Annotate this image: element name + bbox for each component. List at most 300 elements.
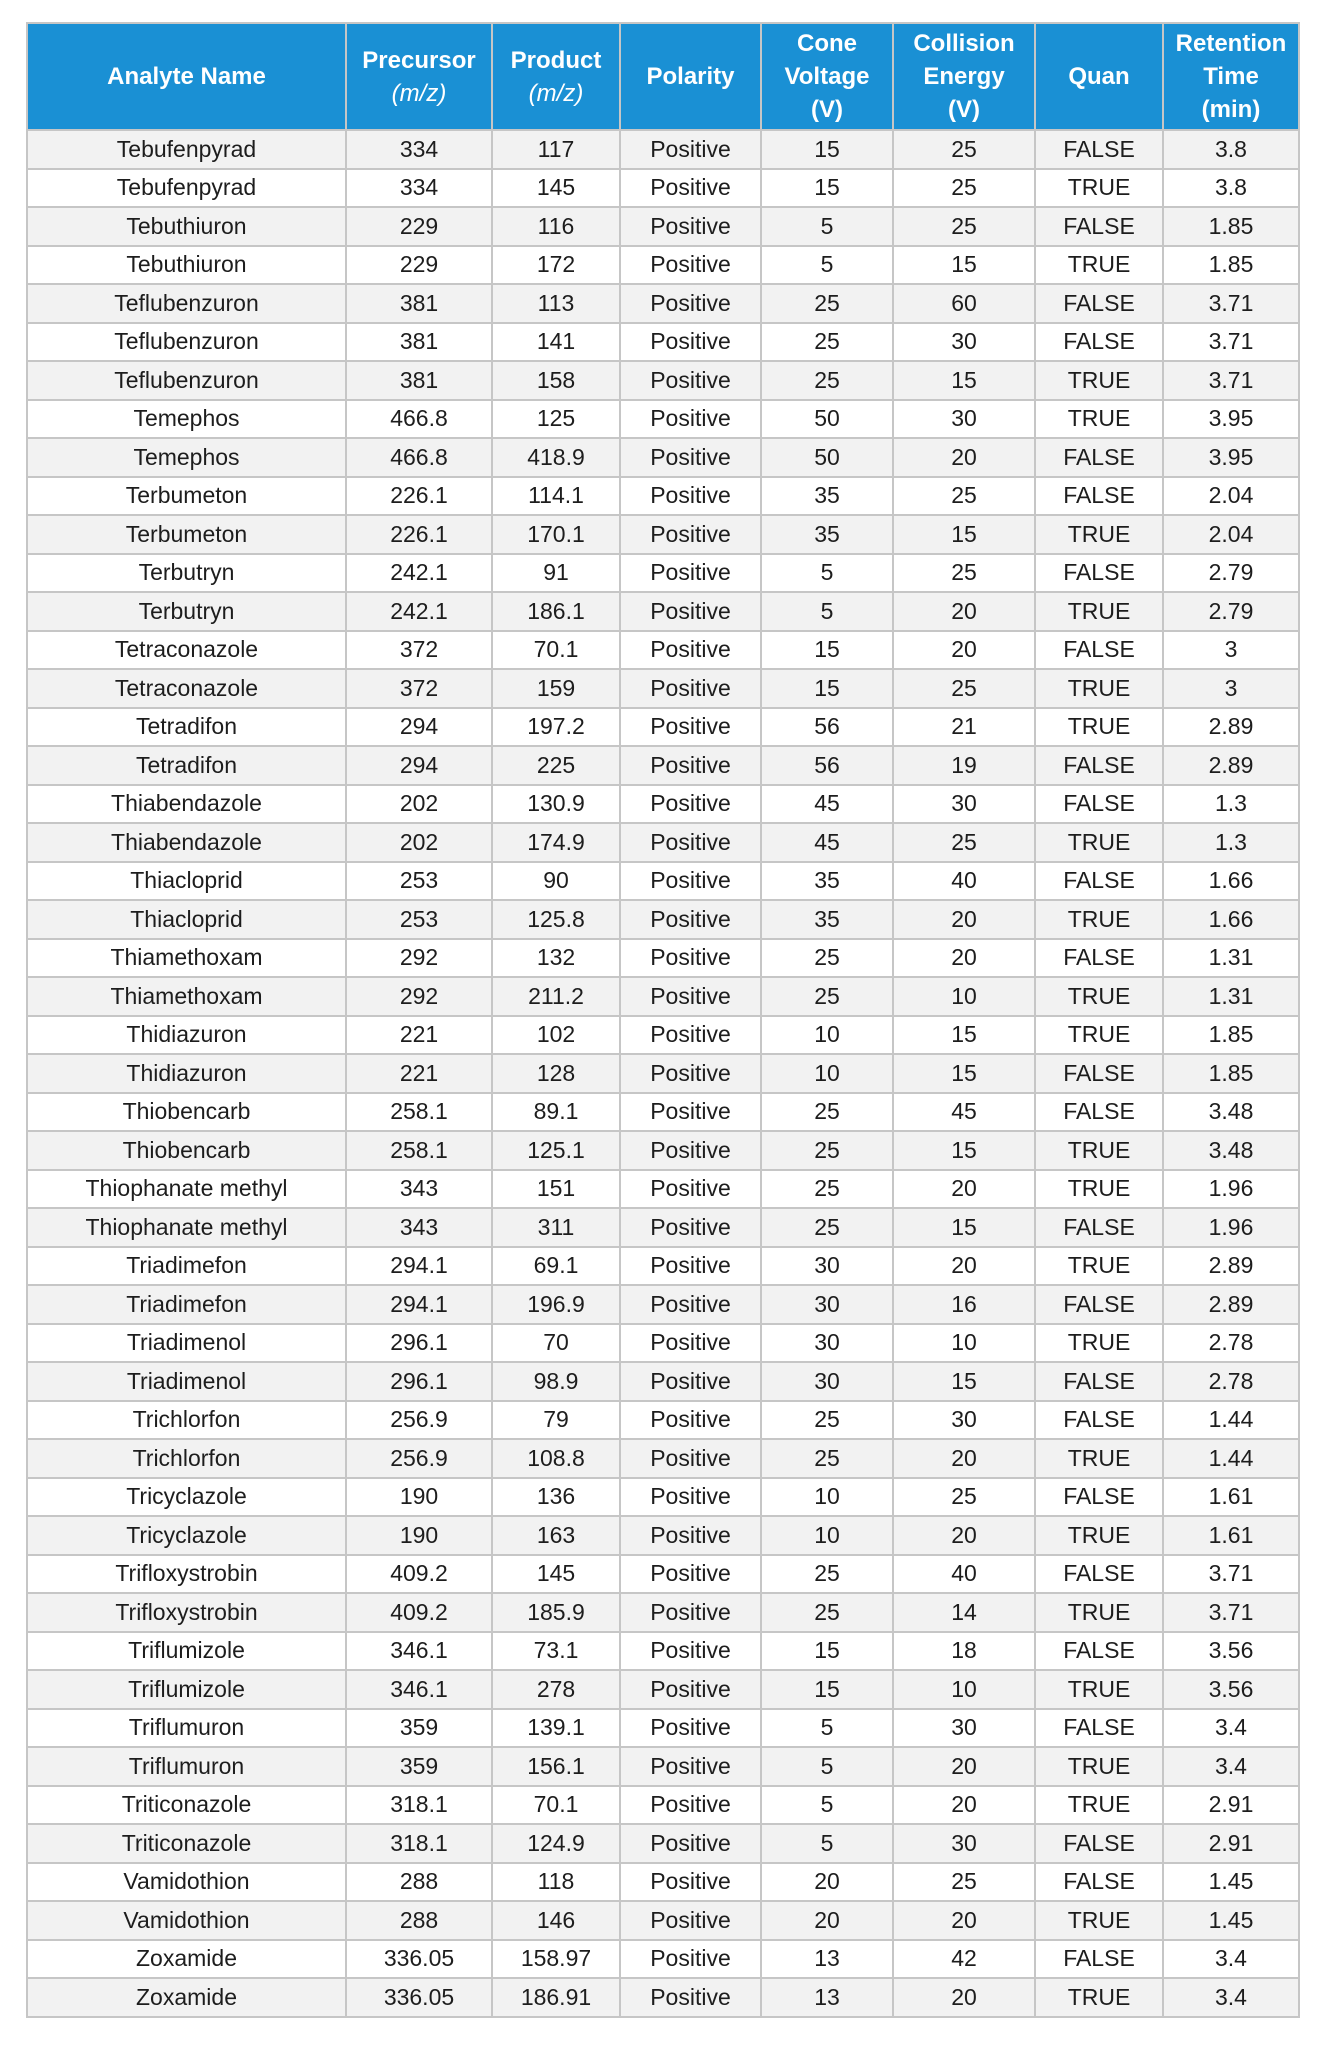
cone-voltage-cell: 25 <box>761 1555 893 1594</box>
product-cell: 158 <box>492 361 620 400</box>
table-row <box>27 785 1299 824</box>
cone-voltage-cell: 15 <box>761 1670 893 1709</box>
analyte-name-cell: Tebufenpyrad <box>27 130 346 169</box>
header-polarity: Polarity <box>620 23 761 130</box>
quan-cell: TRUE <box>1035 1170 1163 1209</box>
quan-cell: FALSE <box>1035 284 1163 323</box>
cone-voltage-cell: 50 <box>761 400 893 439</box>
analyte-name-cell: Triflumuron <box>27 1709 346 1748</box>
cone-voltage-cell: 25 <box>761 1439 893 1478</box>
table-row <box>27 1555 1299 1594</box>
cone-voltage-cell: 25 <box>761 361 893 400</box>
precursor-cell: 381 <box>346 361 492 400</box>
quan-cell: TRUE <box>1035 400 1163 439</box>
cone-voltage-cell: 45 <box>761 823 893 862</box>
analyte-name-cell: Thiobencarb <box>27 1131 346 1170</box>
product-cell: 91 <box>492 554 620 593</box>
retention-time-cell: 1.44 <box>1163 1401 1299 1440</box>
collision-energy-cell: 21 <box>893 708 1035 747</box>
polarity-cell: Positive <box>620 669 761 708</box>
retention-time-cell: 1.96 <box>1163 1208 1299 1247</box>
product-cell: 70 <box>492 1324 620 1363</box>
cone-voltage-cell: 15 <box>761 631 893 670</box>
product-cell: 196.9 <box>492 1285 620 1324</box>
polarity-cell: Positive <box>620 477 761 516</box>
cone-voltage-cell: 20 <box>761 1863 893 1902</box>
header-quan: Quan <box>1035 23 1163 130</box>
polarity-cell: Positive <box>620 1670 761 1709</box>
analyte-name-cell: Terbutryn <box>27 592 346 631</box>
collision-energy-cell: 15 <box>893 1131 1035 1170</box>
precursor-cell: 229 <box>346 207 492 246</box>
table-row <box>27 1516 1299 1555</box>
quan-cell: TRUE <box>1035 977 1163 1016</box>
product-cell: 69.1 <box>492 1247 620 1286</box>
collision-energy-cell: 25 <box>893 130 1035 169</box>
polarity-cell: Positive <box>620 823 761 862</box>
polarity-cell: Positive <box>620 592 761 631</box>
retention-time-cell: 1.66 <box>1163 900 1299 939</box>
product-cell: 124.9 <box>492 1824 620 1863</box>
collision-energy-cell: 15 <box>893 1208 1035 1247</box>
precursor-cell: 258.1 <box>346 1131 492 1170</box>
retention-time-cell: 3.71 <box>1163 323 1299 362</box>
product-cell: 132 <box>492 939 620 978</box>
quan-cell: TRUE <box>1035 1593 1163 1632</box>
retention-time-cell: 2.78 <box>1163 1324 1299 1363</box>
collision-energy-cell: 20 <box>893 1747 1035 1786</box>
product-cell: 141 <box>492 323 620 362</box>
polarity-cell: Positive <box>620 631 761 670</box>
cone-voltage-cell: 35 <box>761 515 893 554</box>
quan-cell: FALSE <box>1035 477 1163 516</box>
polarity-cell: Positive <box>620 1516 761 1555</box>
polarity-cell: Positive <box>620 1786 761 1825</box>
polarity-cell: Positive <box>620 1401 761 1440</box>
mrm-parameters-table <box>26 22 1300 2018</box>
analyte-name-cell: Tebufenpyrad <box>27 169 346 208</box>
polarity-cell: Positive <box>620 554 761 593</box>
product-cell: 70.1 <box>492 1786 620 1825</box>
precursor-cell: 294 <box>346 746 492 785</box>
product-cell: 159 <box>492 669 620 708</box>
polarity-cell: Positive <box>620 1978 761 2017</box>
table-row <box>27 554 1299 593</box>
table-row <box>27 939 1299 978</box>
retention-time-cell: 3 <box>1163 669 1299 708</box>
product-cell: 114.1 <box>492 477 620 516</box>
collision-energy-cell: 45 <box>893 1093 1035 1132</box>
product-cell: 102 <box>492 1016 620 1055</box>
polarity-cell: Positive <box>620 977 761 1016</box>
cone-voltage-cell: 35 <box>761 900 893 939</box>
collision-energy-cell: 20 <box>893 1978 1035 2017</box>
table-row <box>27 1054 1299 1093</box>
product-cell: 172 <box>492 246 620 285</box>
product-cell: 98.9 <box>492 1362 620 1401</box>
product-cell: 139.1 <box>492 1709 620 1748</box>
retention-time-cell: 3.95 <box>1163 438 1299 477</box>
polarity-cell: Positive <box>620 130 761 169</box>
product-cell: 163 <box>492 1516 620 1555</box>
analyte-name-cell: Tricyclazole <box>27 1516 346 1555</box>
cone-voltage-cell: 56 <box>761 746 893 785</box>
collision-energy-cell: 15 <box>893 361 1035 400</box>
quan-cell: TRUE <box>1035 1131 1163 1170</box>
polarity-cell: Positive <box>620 1362 761 1401</box>
quan-cell: TRUE <box>1035 1670 1163 1709</box>
collision-energy-cell: 30 <box>893 1824 1035 1863</box>
retention-time-cell: 3.95 <box>1163 400 1299 439</box>
retention-time-cell: 3.8 <box>1163 169 1299 208</box>
precursor-cell: 229 <box>346 246 492 285</box>
table-row <box>27 823 1299 862</box>
table-row <box>27 1362 1299 1401</box>
analyte-name-cell: Triflumizole <box>27 1670 346 1709</box>
analyte-name-cell: Thiamethoxam <box>27 977 346 1016</box>
table-header <box>27 23 1299 130</box>
polarity-cell: Positive <box>620 1208 761 1247</box>
cone-voltage-cell: 30 <box>761 1324 893 1363</box>
table-row <box>27 1632 1299 1671</box>
retention-time-cell: 2.91 <box>1163 1824 1299 1863</box>
table-row <box>27 1824 1299 1863</box>
quan-cell: TRUE <box>1035 361 1163 400</box>
analyte-name-cell: Thidiazuron <box>27 1054 346 1093</box>
cone-voltage-cell: 25 <box>761 1401 893 1440</box>
precursor-cell: 296.1 <box>346 1362 492 1401</box>
precursor-cell: 409.2 <box>346 1555 492 1594</box>
retention-time-cell: 2.89 <box>1163 1285 1299 1324</box>
precursor-cell: 253 <box>346 862 492 901</box>
polarity-cell: Positive <box>620 1016 761 1055</box>
quan-cell: TRUE <box>1035 1439 1163 1478</box>
cone-voltage-cell: 30 <box>761 1285 893 1324</box>
quan-cell: FALSE <box>1035 130 1163 169</box>
polarity-cell: Positive <box>620 1555 761 1594</box>
polarity-cell: Positive <box>620 785 761 824</box>
collision-energy-cell: 20 <box>893 1170 1035 1209</box>
analyte-name-cell: Trifloxystrobin <box>27 1593 346 1632</box>
header-product-unit: (m/z) <box>528 79 584 107</box>
header-analyte-name: Analyte Name <box>27 23 346 130</box>
table-row <box>27 207 1299 246</box>
retention-time-cell: 3.4 <box>1163 1978 1299 2017</box>
collision-energy-cell: 25 <box>893 554 1035 593</box>
collision-energy-cell: 20 <box>893 631 1035 670</box>
retention-time-cell: 1.31 <box>1163 977 1299 1016</box>
analyte-name-cell: Terbumeton <box>27 515 346 554</box>
retention-time-cell: 2.79 <box>1163 554 1299 593</box>
quan-cell: TRUE <box>1035 592 1163 631</box>
table-row <box>27 862 1299 901</box>
analyte-name-cell: Thiobencarb <box>27 1093 346 1132</box>
retention-time-cell: 1.31 <box>1163 939 1299 978</box>
precursor-cell: 294.1 <box>346 1247 492 1286</box>
polarity-cell: Positive <box>620 1632 761 1671</box>
analyte-name-cell: Thiacloprid <box>27 862 346 901</box>
mrm-parameters-table-container <box>26 22 1298 2018</box>
cone-voltage-cell: 10 <box>761 1478 893 1517</box>
quan-cell: FALSE <box>1035 1093 1163 1132</box>
analyte-name-cell: Terbumeton <box>27 477 346 516</box>
analyte-name-cell: Vamidothion <box>27 1863 346 1902</box>
retention-time-cell: 1.3 <box>1163 823 1299 862</box>
product-cell: 145 <box>492 1555 620 1594</box>
header-collision-energy: Collision Energy (V) <box>893 23 1035 130</box>
analyte-name-cell: Tebuthiuron <box>27 207 346 246</box>
quan-cell: TRUE <box>1035 900 1163 939</box>
table-row <box>27 1670 1299 1709</box>
table-row <box>27 592 1299 631</box>
analyte-name-cell: Tetraconazole <box>27 631 346 670</box>
precursor-cell: 372 <box>346 669 492 708</box>
product-cell: 418.9 <box>492 438 620 477</box>
product-cell: 113 <box>492 284 620 323</box>
product-cell: 186.91 <box>492 1978 620 2017</box>
precursor-cell: 190 <box>346 1478 492 1517</box>
cone-voltage-cell: 30 <box>761 1362 893 1401</box>
product-cell: 116 <box>492 207 620 246</box>
table-row <box>27 977 1299 1016</box>
quan-cell: FALSE <box>1035 862 1163 901</box>
product-cell: 145 <box>492 169 620 208</box>
table-row <box>27 477 1299 516</box>
table-row <box>27 1593 1299 1632</box>
table-row <box>27 1709 1299 1748</box>
collision-energy-cell: 18 <box>893 1632 1035 1671</box>
polarity-cell: Positive <box>620 169 761 208</box>
cone-voltage-cell: 5 <box>761 1824 893 1863</box>
retention-time-cell: 3.56 <box>1163 1632 1299 1671</box>
analyte-name-cell: Temephos <box>27 400 346 439</box>
quan-cell: TRUE <box>1035 246 1163 285</box>
quan-cell: FALSE <box>1035 1285 1163 1324</box>
polarity-cell: Positive <box>620 1593 761 1632</box>
collision-energy-cell: 14 <box>893 1593 1035 1632</box>
cone-voltage-cell: 5 <box>761 246 893 285</box>
table-row <box>27 708 1299 747</box>
analyte-name-cell: Zoxamide <box>27 1978 346 2017</box>
cone-voltage-cell: 25 <box>761 1593 893 1632</box>
cone-voltage-cell: 13 <box>761 1978 893 2017</box>
collision-energy-cell: 25 <box>893 477 1035 516</box>
collision-energy-cell: 60 <box>893 284 1035 323</box>
precursor-cell: 226.1 <box>346 477 492 516</box>
collision-energy-cell: 20 <box>893 438 1035 477</box>
cone-voltage-cell: 5 <box>761 207 893 246</box>
product-cell: 125.8 <box>492 900 620 939</box>
cone-voltage-cell: 56 <box>761 708 893 747</box>
polarity-cell: Positive <box>620 1478 761 1517</box>
table-row <box>27 1208 1299 1247</box>
table-row <box>27 1016 1299 1055</box>
cone-voltage-cell: 5 <box>761 554 893 593</box>
retention-time-cell: 3.4 <box>1163 1709 1299 1748</box>
table-row <box>27 669 1299 708</box>
retention-time-cell: 1.3 <box>1163 785 1299 824</box>
retention-time-cell: 3.48 <box>1163 1131 1299 1170</box>
polarity-cell: Positive <box>620 1054 761 1093</box>
collision-energy-cell: 40 <box>893 1555 1035 1594</box>
analyte-name-cell: Tetradifon <box>27 746 346 785</box>
table-row <box>27 400 1299 439</box>
polarity-cell: Positive <box>620 361 761 400</box>
analyte-name-cell: Thiabendazole <box>27 823 346 862</box>
table-row <box>27 1978 1299 2017</box>
analyte-name-cell: Triadimefon <box>27 1285 346 1324</box>
analyte-name-cell: Triflumuron <box>27 1747 346 1786</box>
collision-energy-cell: 20 <box>893 1247 1035 1286</box>
product-cell: 186.1 <box>492 592 620 631</box>
analyte-name-cell: Trichlorfon <box>27 1439 346 1478</box>
quan-cell: TRUE <box>1035 1901 1163 1940</box>
polarity-cell: Positive <box>620 515 761 554</box>
quan-cell: FALSE <box>1035 207 1163 246</box>
header-precursor-unit: (m/z) <box>391 79 447 107</box>
quan-cell: TRUE <box>1035 1747 1163 1786</box>
table-row <box>27 1940 1299 1979</box>
precursor-cell: 409.2 <box>346 1593 492 1632</box>
table-row <box>27 130 1299 169</box>
polarity-cell: Positive <box>620 400 761 439</box>
retention-time-cell: 3.71 <box>1163 1555 1299 1594</box>
quan-cell: FALSE <box>1035 1054 1163 1093</box>
product-cell: 211.2 <box>492 977 620 1016</box>
retention-time-cell: 2.91 <box>1163 1786 1299 1825</box>
cone-voltage-cell: 13 <box>761 1940 893 1979</box>
cone-voltage-cell: 50 <box>761 438 893 477</box>
quan-cell: FALSE <box>1035 1824 1163 1863</box>
header-row <box>27 23 1299 130</box>
quan-cell: FALSE <box>1035 323 1163 362</box>
precursor-cell: 294 <box>346 708 492 747</box>
cone-voltage-cell: 45 <box>761 785 893 824</box>
table-row <box>27 746 1299 785</box>
cone-voltage-cell: 5 <box>761 592 893 631</box>
precursor-cell: 466.8 <box>346 400 492 439</box>
precursor-cell: 253 <box>346 900 492 939</box>
precursor-cell: 359 <box>346 1709 492 1748</box>
table-row <box>27 1170 1299 1209</box>
quan-cell: TRUE <box>1035 1247 1163 1286</box>
product-cell: 128 <box>492 1054 620 1093</box>
table-row <box>27 900 1299 939</box>
product-cell: 151 <box>492 1170 620 1209</box>
cone-voltage-cell: 25 <box>761 977 893 1016</box>
analyte-name-cell: Triadimenol <box>27 1324 346 1363</box>
cone-voltage-cell: 5 <box>761 1786 893 1825</box>
collision-energy-cell: 30 <box>893 1709 1035 1748</box>
table-row <box>27 1324 1299 1363</box>
retention-time-cell: 1.85 <box>1163 207 1299 246</box>
quan-cell: FALSE <box>1035 1401 1163 1440</box>
precursor-cell: 381 <box>346 323 492 362</box>
cone-voltage-cell: 10 <box>761 1016 893 1055</box>
product-cell: 108.8 <box>492 1439 620 1478</box>
precursor-cell: 334 <box>346 130 492 169</box>
polarity-cell: Positive <box>620 246 761 285</box>
product-cell: 278 <box>492 1670 620 1709</box>
collision-energy-cell: 42 <box>893 1940 1035 1979</box>
quan-cell: FALSE <box>1035 746 1163 785</box>
analyte-name-cell: Triadimenol <box>27 1362 346 1401</box>
quan-cell: FALSE <box>1035 1555 1163 1594</box>
quan-cell: TRUE <box>1035 1016 1163 1055</box>
table-row <box>27 1863 1299 1902</box>
collision-energy-cell: 10 <box>893 977 1035 1016</box>
collision-energy-cell: 30 <box>893 400 1035 439</box>
analyte-name-cell: Trichlorfon <box>27 1401 346 1440</box>
analyte-name-cell: Teflubenzuron <box>27 361 346 400</box>
quan-cell: TRUE <box>1035 169 1163 208</box>
table-row <box>27 361 1299 400</box>
precursor-cell: 221 <box>346 1054 492 1093</box>
polarity-cell: Positive <box>620 323 761 362</box>
precursor-cell: 221 <box>346 1016 492 1055</box>
polarity-cell: Positive <box>620 708 761 747</box>
precursor-cell: 256.9 <box>346 1401 492 1440</box>
table-row <box>27 1285 1299 1324</box>
analyte-name-cell: Triticonazole <box>27 1824 346 1863</box>
cone-voltage-cell: 30 <box>761 1247 893 1286</box>
retention-time-cell: 3.4 <box>1163 1940 1299 1979</box>
cone-voltage-cell: 5 <box>761 1747 893 1786</box>
product-cell: 118 <box>492 1863 620 1902</box>
retention-time-cell: 1.61 <box>1163 1516 1299 1555</box>
cone-voltage-cell: 15 <box>761 669 893 708</box>
table-row <box>27 169 1299 208</box>
cone-voltage-cell: 35 <box>761 862 893 901</box>
cone-voltage-cell: 25 <box>761 939 893 978</box>
quan-cell: FALSE <box>1035 1632 1163 1671</box>
quan-cell: FALSE <box>1035 631 1163 670</box>
retention-time-cell: 1.85 <box>1163 1054 1299 1093</box>
quan-cell: FALSE <box>1035 1208 1163 1247</box>
retention-time-cell: 3.8 <box>1163 130 1299 169</box>
cone-voltage-cell: 25 <box>761 1170 893 1209</box>
polarity-cell: Positive <box>620 746 761 785</box>
retention-time-cell: 1.61 <box>1163 1478 1299 1517</box>
analyte-name-cell: Vamidothion <box>27 1901 346 1940</box>
quan-cell: FALSE <box>1035 554 1163 593</box>
retention-time-cell: 1.44 <box>1163 1439 1299 1478</box>
cone-voltage-cell: 15 <box>761 169 893 208</box>
precursor-cell: 343 <box>346 1208 492 1247</box>
analyte-name-cell: Tricyclazole <box>27 1478 346 1517</box>
precursor-cell: 372 <box>346 631 492 670</box>
analyte-name-cell: Triticonazole <box>27 1786 346 1825</box>
polarity-cell: Positive <box>620 1247 761 1286</box>
precursor-cell: 202 <box>346 785 492 824</box>
quan-cell: TRUE <box>1035 1786 1163 1825</box>
analyte-name-cell: Teflubenzuron <box>27 284 346 323</box>
polarity-cell: Positive <box>620 1824 761 1863</box>
polarity-cell: Positive <box>620 1747 761 1786</box>
precursor-cell: 318.1 <box>346 1824 492 1863</box>
collision-energy-cell: 30 <box>893 1401 1035 1440</box>
cone-voltage-cell: 10 <box>761 1516 893 1555</box>
precursor-cell: 296.1 <box>346 1324 492 1363</box>
table-row <box>27 1247 1299 1286</box>
retention-time-cell: 2.04 <box>1163 515 1299 554</box>
quan-cell: TRUE <box>1035 823 1163 862</box>
polarity-cell: Positive <box>620 1093 761 1132</box>
product-cell: 125 <box>492 400 620 439</box>
header-cone-voltage: Cone Voltage (V) <box>761 23 893 130</box>
collision-energy-cell: 16 <box>893 1285 1035 1324</box>
collision-energy-cell: 10 <box>893 1670 1035 1709</box>
